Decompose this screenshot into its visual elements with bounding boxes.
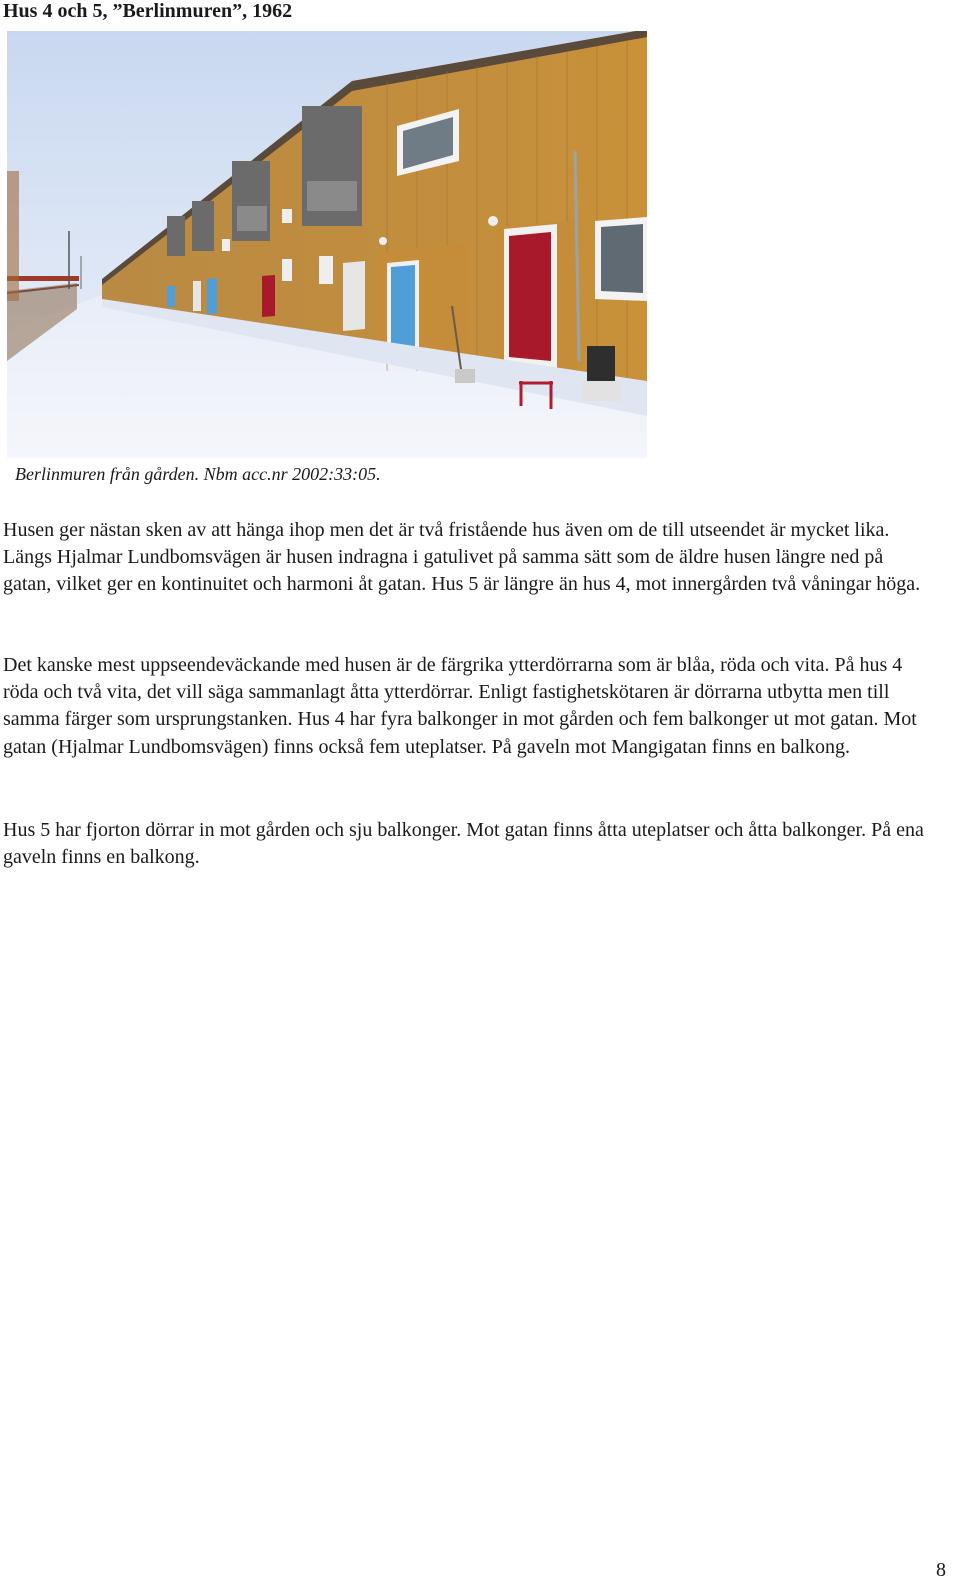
photo-caption: Berlinmuren från gården. Nbm acc.nr 2002:33:05. xyxy=(15,464,381,484)
page-title: Hus 4 och 5, ”Berlinmuren”, 1962 xyxy=(3,0,293,22)
body-paragraph: Husen ger nästan sken av att hänga ihop men det är två fristående hus även om de till utseendet är mycket lika. Längs Hjalmar Lundbomsvägen är husen indragna i gatulivet på samma sätt som de äldre husen längre ned på gatan, vilket ger en kontinuitet och harmoni åt gatan. Hus 5 är längre än hus 4, mot innergården två våningar höga. xyxy=(3,519,921,596)
building-photo xyxy=(7,31,647,458)
body-paragraph: Hus 5 har fjorton dörrar in mot gården och sju balkonger. Mot gatan finns åtta uteplatser och åtta balkonger. På ena gaveln finns en balkong. xyxy=(3,819,924,869)
body-paragraph: Det kanske mest uppseendeväckande med husen är de färgrika ytterdörrarna som är blåa, röda och vita. På hus 4 röda och två vita, det vill säga sammanlagt åtta ytterdörrar. Enligt fastighetskötaren är dörrarna utbytta men till samma färger som ursprungstanken. Hus 4 har fyra balkonger in mot gården och fem balkonger ut mot gatan. Mot gatan (Hjalmar Lundbomsvägen) finns också fem uteplatser. På gaveln mot Mangigatan finns en balkong. xyxy=(3,654,917,758)
page-number: 8 xyxy=(936,1559,946,1581)
